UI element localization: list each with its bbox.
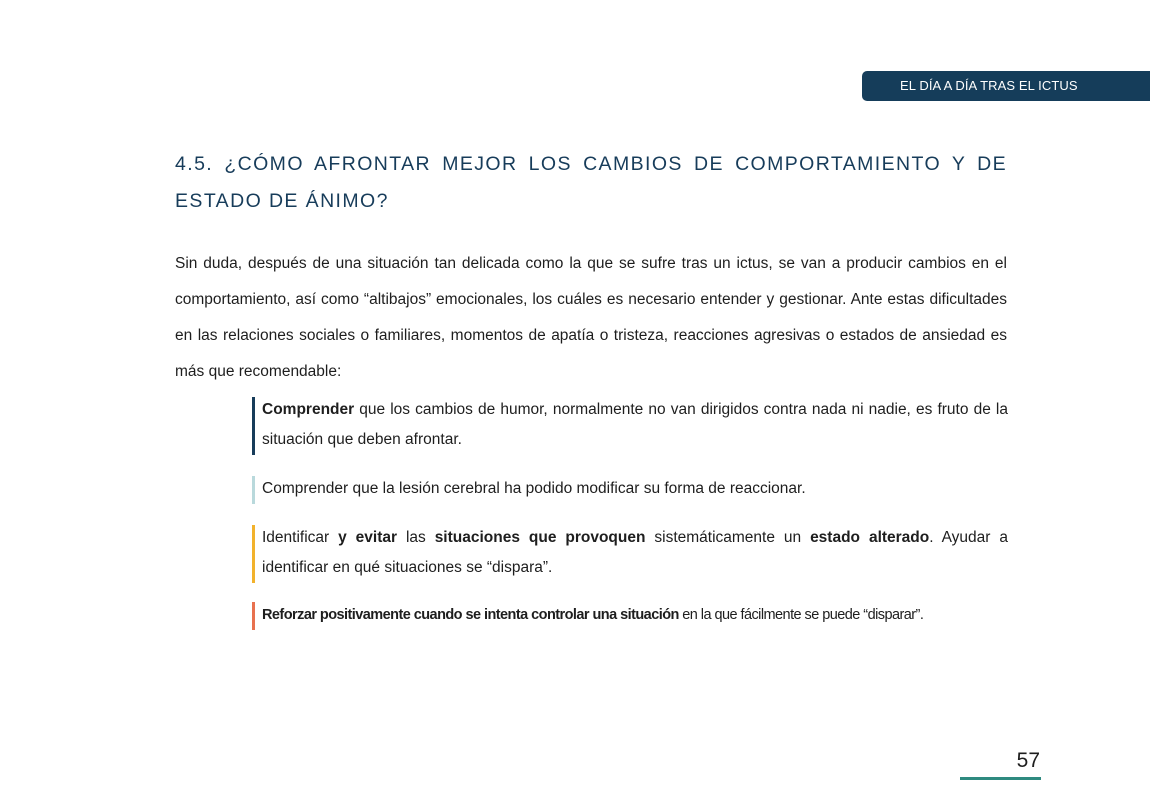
accent-bar-navy bbox=[252, 397, 255, 455]
item-3-part-7: . Ayudar a identificar en qué situaciones se “dispara”. bbox=[262, 529, 1008, 576]
recommendation-item-2 bbox=[252, 474, 1008, 504]
recommendation-item-1 bbox=[252, 395, 1008, 455]
page-number-rule bbox=[960, 777, 1041, 780]
item-3-part-3: las bbox=[397, 529, 435, 546]
item-4-part-1: Reforzar positivamente cuando se intenta controlar una situación bbox=[262, 607, 679, 623]
accent-bar-light-blue bbox=[252, 476, 255, 504]
intro-paragraph: Sin duda, después de una situación tan delicada como la que se sufre tras un ictus, se van a producir cambios en el comportamiento, así como “altibajos” emocionales, los cuáles es necesario entender y gestionar. Ante estas dificultades en las relaciones sociales o familiares, momentos de apatía o tristeza, reacciones agresivas o estados de ansiedad es más que recomendable: bbox=[175, 255, 1007, 380]
accent-bar-yellow bbox=[252, 525, 255, 583]
item-4-part-2: en la que fácilmente se puede “disparar”. bbox=[678, 607, 924, 623]
item-3-part-5: sistemáticamente un bbox=[645, 529, 811, 546]
item-1-part-2: que los cambios de humor, normalmente no van dirigidos contra nada ni nadie, es fruto de la situación que deben afrontar. bbox=[262, 401, 1008, 448]
section-header-tab: EL DÍA A DÍA TRAS EL ICTUS bbox=[862, 71, 1150, 101]
item-3-part-1: Identificar bbox=[262, 529, 339, 546]
page-number: 57 bbox=[1016, 749, 1040, 772]
item-2-part-1: Comprender que la lesión cerebral ha podido modificar su forma de reaccionar. bbox=[262, 480, 806, 497]
accent-bar-coral bbox=[252, 602, 255, 630]
item-1-part-1: Comprender bbox=[262, 401, 355, 418]
recommendation-item-3 bbox=[252, 523, 1008, 583]
recommendation-item-4 bbox=[252, 600, 1008, 630]
item-3-part-4: situaciones que provoquen bbox=[434, 529, 646, 546]
item-3-part-2: y evitar bbox=[338, 529, 398, 546]
section-title: 4.5. ¿CÓMO AFRONTAR MEJOR LOS CAMBIOS DE COMPORTAMIENTO Y DE ESTADO DE ÁNIMO? bbox=[175, 153, 1007, 212]
item-3-part-6: estado alterado bbox=[810, 529, 930, 546]
